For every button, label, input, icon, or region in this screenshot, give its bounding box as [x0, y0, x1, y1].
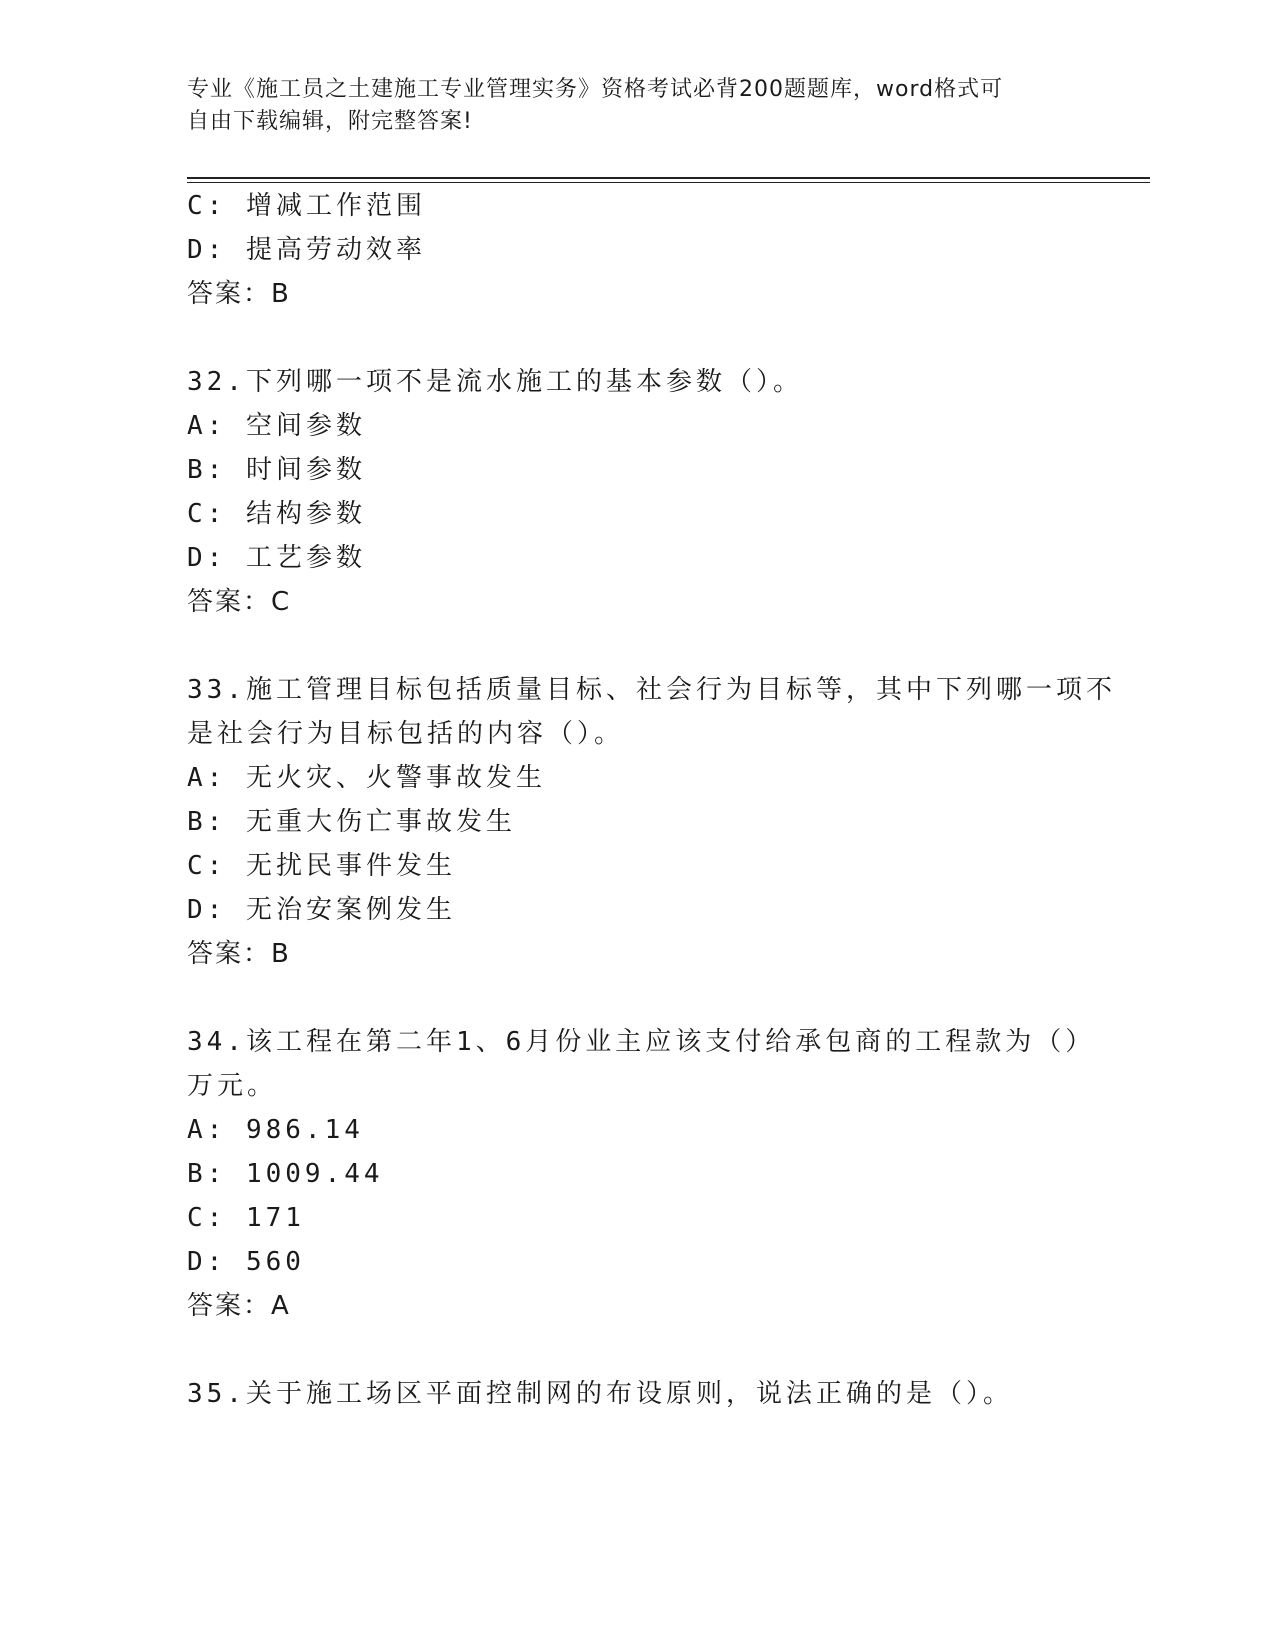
prev-option-c: C: 增减工作范围 — [187, 191, 426, 221]
q35-stem: 35.关于施工场区平面控制网的布设原则，说法正确的是（）。 — [187, 1379, 1013, 1409]
q34-option-b: B: 1009.44 — [187, 1159, 384, 1189]
prev-answer: 答案：B — [187, 279, 291, 309]
header-divider-thin — [187, 182, 1150, 183]
header-divider-thick — [187, 177, 1150, 179]
q33-stem-line-1: 33.施工管理目标包括质量目标、社会行为目标等，其中下列哪一项不 — [187, 675, 1116, 705]
header-line-1: 专业《施工员之土建施工专业管理实务》资格考试必背200题题库，word格式可 — [187, 77, 1004, 102]
q34-option-d: D: 560 — [187, 1247, 305, 1277]
q33-answer: 答案：B — [187, 939, 291, 969]
q34-option-c: C: 171 — [187, 1203, 305, 1233]
q34-answer: 答案：A — [187, 1291, 291, 1321]
q32-option-c: C: 结构参数 — [187, 499, 366, 529]
q33-stem-line-2: 是社会行为目标包括的内容（）。 — [187, 719, 625, 749]
q34-stem-line-1: 34.该工程在第二年1、6月份业主应该支付给承包商的工程款为（） — [187, 1027, 1096, 1057]
header-line-2: 自由下载编辑，附完整答案! — [187, 109, 473, 134]
q32-stem: 32.下列哪一项不是流水施工的基本参数（）。 — [187, 367, 803, 397]
q34-stem-line-2: 万元。 — [187, 1071, 278, 1101]
q33-option-d: D: 无治安案例发生 — [187, 895, 456, 925]
q32-option-d: D: 工艺参数 — [187, 543, 366, 573]
q33-option-b: B: 无重大伤亡事故发生 — [187, 807, 516, 837]
q33-option-c: C: 无扰民事件发生 — [187, 851, 456, 881]
q32-option-a: A: 空间参数 — [187, 411, 366, 441]
q32-answer: 答案：C — [187, 587, 292, 617]
q32-option-b: B: 时间参数 — [187, 455, 366, 485]
q33-option-a: A: 无火灾、火警事故发生 — [187, 763, 546, 793]
prev-option-d: D: 提高劳动效率 — [187, 235, 426, 265]
q34-option-a: A: 986.14 — [187, 1115, 364, 1145]
document-header — [187, 74, 1067, 138]
